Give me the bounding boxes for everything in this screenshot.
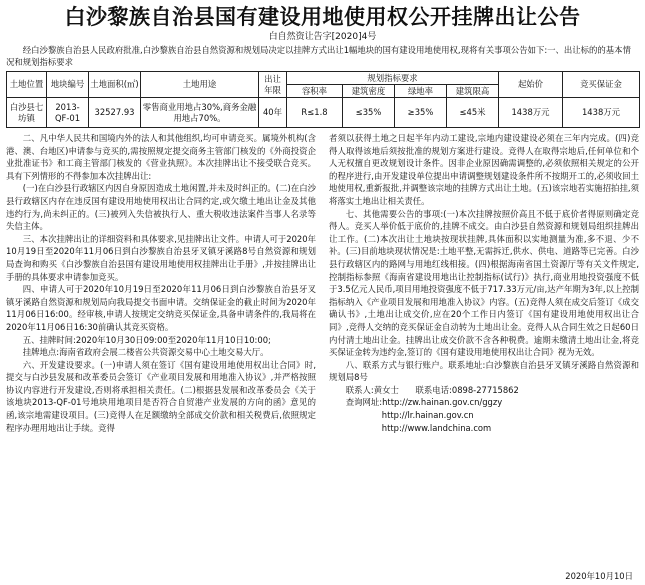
paragraph: 者须以获得土地之日起半年内动工建设,宗地内建设建设必须在三年内完成。(四)竞得人取得该地后须按批准的规划方案进行建设。竞得人在取得宗地后,任何单位和个人无权擅自更改规划设计条件。因非企业原因确需调整的,必须依照相关规定的公开的程序进行,由开发建设单位提出申请调整规划建设条件所不按期开工的,必须收回土地使用权,重新报批,并调整该宗地的挂牌方式出让土地。(五)该宗地若实施招拍挂,须将落实土地出让相关责任。 <box>329 133 639 206</box>
cell-deposit: 1438万元 <box>563 98 640 128</box>
website-label: 查询网址: <box>345 397 383 408</box>
paragraph: 四、申请人可于2020年10月19日至2020年11月06日到白沙黎族自治县牙叉镇牙溪路自然资源和规划局向我局提交书面申请。交纳保证金的截止时间为2020年11月06日16:00。经审核,申请人按规定交纳竞买保证金,具备申请条件的,我局将在2020年11月06日16:30前确认其竞买资格。 <box>6 284 316 332</box>
cell-density: ≤35% <box>343 98 395 128</box>
paragraph: 二、凡中华人民共和国境内外的法人和其他组织,均可申请竞买。属境外机构(含港、澳、台地区)申请参与竞买的,需按照规定提交商务主管部门核发的《外商投资企业批准证书》和工商主管部门核发的《营业执照》。本次挂牌出让不接受联合竞买。具有下列情形的不得参加本次挂牌出让: <box>6 133 316 181</box>
contact-line <box>329 384 639 397</box>
website-line <box>329 396 639 409</box>
website-line <box>329 422 639 435</box>
header-far: 容积率 <box>287 85 343 98</box>
land-parcel-table <box>6 71 640 128</box>
paragraph: 三、本次挂牌出让的详细资料和具体要求,见挂牌出让文件。申请人可于2020年10月19日至2020年11月06日到白沙黎族自治县牙叉镇牙溪路8号自然资源和规划局查询和购买《白沙黎族自治县国有建设用地使用权挂牌出让手册》,并按挂牌出让手册的具体要求申请参加竞买。 <box>6 233 316 282</box>
header-planning: 规划指标要求 <box>287 72 499 85</box>
cell-code: 2013-QF-01 <box>47 98 89 128</box>
contact-phone: 联系电话:0898-27715862 <box>415 384 519 395</box>
cell-far: R≤1.8 <box>287 98 343 128</box>
header-term: 出让年限 <box>259 72 287 98</box>
contact-person: 联系人:黄女士 <box>345 384 399 395</box>
body-columns <box>6 132 639 434</box>
header-use: 土地用途 <box>141 72 259 98</box>
document-number: 白自然资让告字[2020]4号 <box>268 32 377 42</box>
header-code: 地块编号 <box>47 72 89 98</box>
website-link[interactable]: http://lr.hainan.gov.cn <box>381 410 474 421</box>
cell-area: 32527.93 <box>89 98 141 128</box>
cell-start-price: 1438万元 <box>499 98 563 128</box>
left-column <box>6 132 316 434</box>
header-density: 建筑密度 <box>343 85 395 98</box>
cell-height: ≤45米 <box>447 98 499 128</box>
paragraph: 六、开发建设要求。(一)申请人须在签订《国有建设用地使用权出让合同》时,提交与白沙县发展和改革委员会签订《产业项目发展和用地准入协议》,并严格按照协议内容进行开发建设,否则将承担相关责任。(二)根据县发展和改革委员会《关于该地块2013-QF-01号地块用地项目是否符合自贸港产业发展的方向的函》意见的函,该宗地需建设项目。(三)竞得人在足额缴纳全部成交价款和相关税费后,依照规定程序办理用地出让手续。竞得 <box>6 359 316 433</box>
website-link[interactable]: http://www.landchina.com <box>381 422 492 433</box>
paragraph: 五、挂牌时间:2020年10月30日09:00至2020年11月10日10:00; <box>22 334 271 345</box>
paragraph: 七、其他需要公告的事项:(一)本次挂牌按照价高且不低于底价者得原则确定竞得人。竞买人举价低于底价的,挂牌不成交。由白沙县自然资源和规划局组织挂牌出让工作。(二)本次出让土地块按现状挂牌,具体面积以实地测量为准,多不退、少不补。(三)目前地块现状情况是:土地平整,无需拆迁,供水、供电、道路等已完善。白沙县行政辖区内的路网与用地红线相接。(四)根据海南省国土资源厅等有关文件规定,控制指标参照《海南省建设用地出让控制指标(试行)》执行,商业用地投资强度不低于3.5亿元人民币,项目用地投资强度不低于717.33万元/亩,达产年期为3年,以上控制指标纳入《产业项目发展和用地准入协议》内容。(五)竞得人须在成交后签订《成交确认书》,土地出让成交价,应在20个工作日内签订《国有建设用地使用权出让合同》,竞得人交纳的竞买保证金自动转为土地出让金。竞得人从合同生效之日起60日内付清土地出让金。挂牌出让成交价款不含各种税费。逾期未缴清土地出让金,将竞买保证金转为违约金,签订的《国有建设用地使用权出让合同》视为无效。 <box>329 208 640 358</box>
header-deposit: 竞买保证金 <box>563 72 640 98</box>
paragraph: 八、联系方式与银行账户。联系地址:白沙黎族自治县牙叉镇牙溪路自然资源和规划局8号 <box>329 359 639 383</box>
header-height: 建筑限高 <box>447 85 499 98</box>
paragraph: 挂牌地点:海南省政府会展二楼省公共资源交易中心土地交易大厅。 <box>22 347 269 358</box>
cell-use: 零售商业用地占30%,商务金融用地占70%。 <box>141 98 259 128</box>
header-green: 绿地率 <box>395 85 447 98</box>
header-location: 土地位置 <box>7 72 47 98</box>
intro-paragraph: 经白沙黎族自治县人民政府批准,白沙黎族自治县自然资源和规划局决定以挂牌方式出让1幅地块的国有建设用地使用权,现将有关事项公告如下:一、出让标的的基本情况和规划指标要求 <box>6 45 631 67</box>
website-line <box>329 409 639 422</box>
cell-green: ≥35% <box>395 98 447 128</box>
announcement-date: 2020年10月10日 <box>565 571 633 581</box>
paragraph: (一)在白沙县行政辖区内因自身原因造成土地闲置,并未及时纠正的。(二)在白沙县行政辖区内存在违反国有建设用地使用权出让合同约定,或欠缴土地出让金及其他违约行为,尚未纠正的。(三)被列入失信被执行人、重大税收违法案件当事人名录等失信主体。 <box>6 183 316 232</box>
cell-location: 白沙县七坊镇 <box>7 98 47 128</box>
right-column <box>329 132 639 434</box>
header-area: 土地面积(㎡) <box>89 72 141 98</box>
website-link[interactable]: http://zw.hainan.gov.cn/ggzy <box>382 397 503 408</box>
header-start-price: 起始价 <box>499 72 563 98</box>
cell-term: 40年 <box>259 98 287 128</box>
announcement-title: 白沙黎族自治县国有建设用地使用权公开挂牌出让公告 <box>64 4 581 29</box>
